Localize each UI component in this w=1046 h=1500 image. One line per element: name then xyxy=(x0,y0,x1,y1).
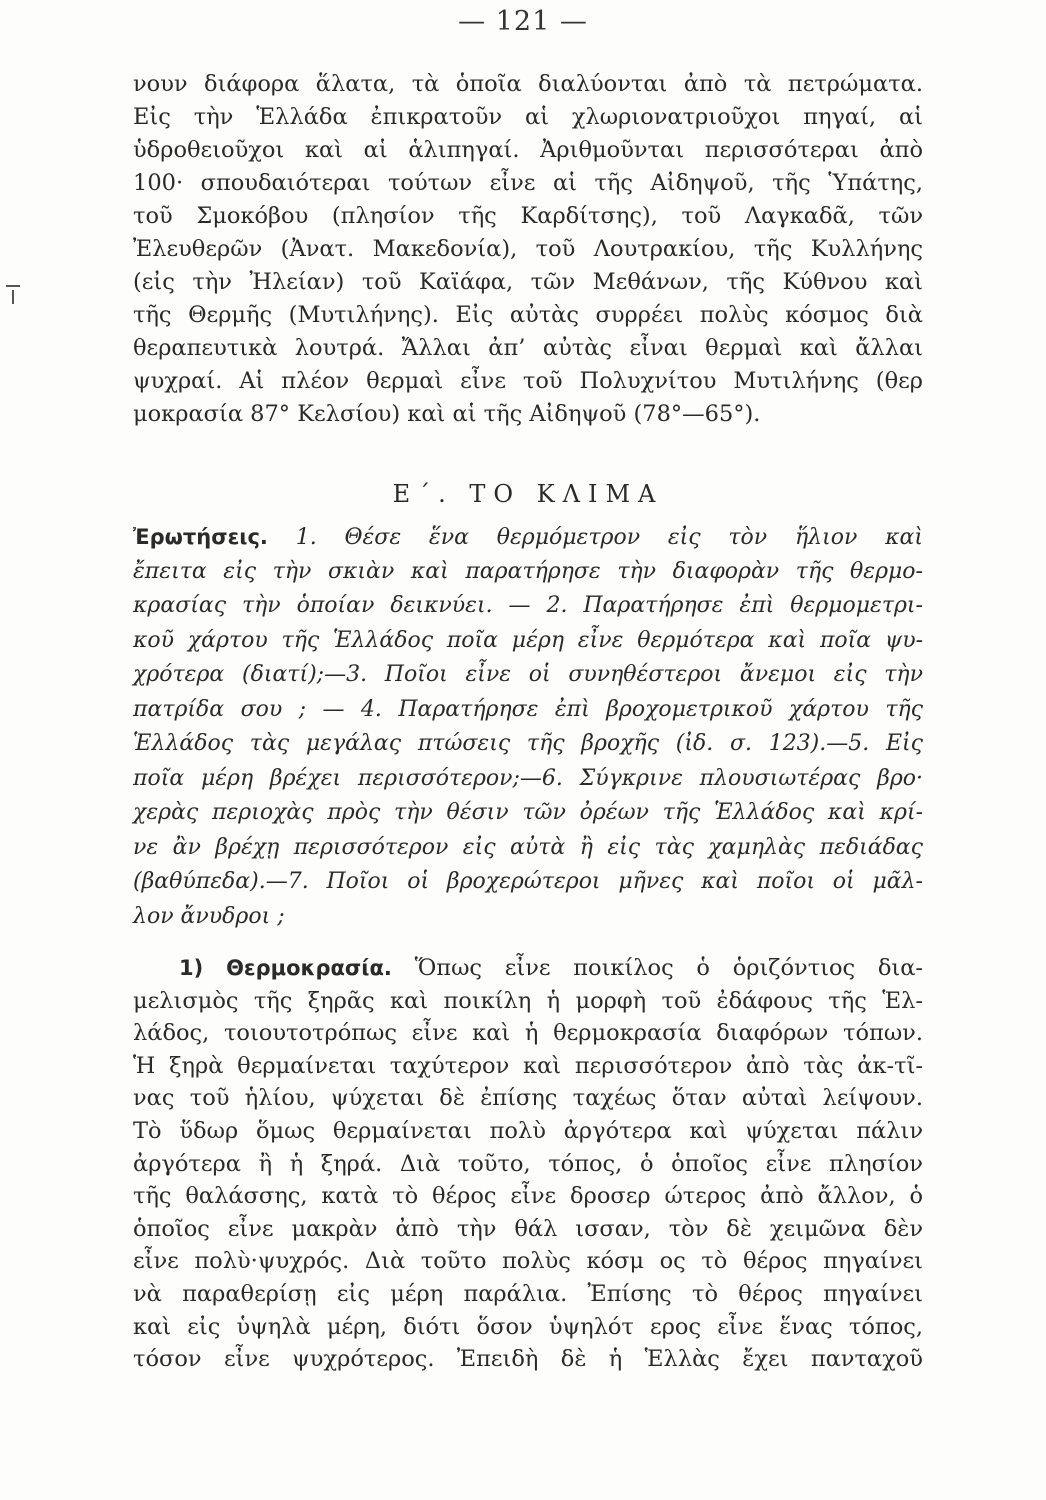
question-line: νε ἂν βρέχῃ περισσότερον εἰς αὐτὰ ἢ εἰς τὰς χαμηλὰς πεδιάδας xyxy=(133,834,923,860)
text-line: εἶνε πολὺ·ψυχρός. Διὰ τοῦτο πολὺς κόσμ ος τὸ θέρος πηγαίνει xyxy=(133,1248,923,1275)
page-number: — 121 — xyxy=(458,6,588,37)
question-line: πατρίδα σου ; — 4. Παρατήρησε ἐπὶ βροχομετρικοῦ χάρτου τῆς xyxy=(133,696,923,722)
question-line: λον ἄνυδροι ; xyxy=(133,903,285,929)
text-line: μοκρασία 87° Κελσίου) καὶ αἱ τῆς Αἰδηψοῦ (78°—65°). xyxy=(133,401,761,427)
text-line: νουν διάφορα ἅλατα, τὰ ὁποῖα διαλύονται ἀπὸ τὰ πετρώματα. xyxy=(133,71,923,97)
text-line: Τὸ ὕδωρ ὅμως θερμαίνεται πολὺ ἀργότερα καὶ ψύχεται πάλιν xyxy=(133,1117,923,1144)
paragraph-mineral-springs xyxy=(133,68,923,431)
text-line: Εἰς τὴν Ἑλλάδα ἐπικρατοῦν αἱ χλωριονατριοῦχοι πηγαί, αἱ xyxy=(133,104,923,130)
question-line: Ἑλλάδος τὰς μεγάλας πτώσεις τῆς βροχῆς (ἰδ. σ. 123).—5. Εἰς xyxy=(133,731,923,756)
questions-label: Ἐρωτήσεις. xyxy=(133,525,268,549)
text-line: νας τοῦ ἡλίου, ψύχεται δὲ ἐπίσης ταχέως ὅταν αὐταὶ λείψουν. xyxy=(133,1085,923,1112)
scan-mark xyxy=(6,285,20,287)
temperature-first-line-text: Ὅπως εἶνε ποικίλος ὁ ὁριζόντιος δια- xyxy=(391,955,924,981)
text-line: θεραπευτικὰ λουτρά. Ἄλλαι ἀπ’ αὐτὰς εἶναι θερμαὶ καὶ ἄλλαι xyxy=(133,335,923,361)
text-line: νὰ παραθερίσῃ εἰς μέρη παράλια. Ἐπίσης τὸ θέρος πηγαίνει xyxy=(133,1280,923,1307)
paragraph-temperature xyxy=(133,952,923,1376)
question-line: ποῖα μέρη βρέχει περισσότερον;—6. Σύγκρινε πλουσιωτέρας βρο· xyxy=(133,765,923,791)
text-line: τῆς Θερμῆς (Μυτιλήνης). Εἰς αὐτὰς συρρέει πολὺς κόσμος διὰ xyxy=(133,302,923,328)
question-line: (βαθύπεδα).—7. Ποῖοι οἱ βροχερώτεροι μῆνες καὶ ποῖοι οἱ μᾶλ- xyxy=(133,869,923,894)
section-heading: Ε΄. ΤΟ ΚΛΙΜΑ xyxy=(392,480,664,508)
text-line: Ἡ ξηρὰ θερμαίνεται ταχύτερον καὶ περισσότερον ἀπὸ τὰς ἀκ-τῖ- xyxy=(133,1052,923,1079)
question-line: ἔπειτα εἰς τὴν σκιὰν καὶ παρατήρησε τὴν διαφορὰν τῆς θερμο- xyxy=(133,558,923,584)
text-line: τῆς θαλάσσης, κατὰ τὸ θέρος εἶνε δροσερ ώτερος ἀπὸ ἄλλον, ὁ xyxy=(133,1183,923,1210)
text-line: μελισμὸς τῆς ξηρᾶς καὶ ποικίλη ἡ μορφὴ τοῦ ἐδάφους τῆς Ἑλ- xyxy=(133,987,923,1014)
question-line: χερὰς περιοχὰς πρὸς τὴν θέσιν τῶν ὀρέων τῆς Ἑλλάδος καὶ κρί- xyxy=(133,800,923,825)
text-line: λάδος, τοιουτοτρόπως εἶνε καὶ ἡ θερμοκρασία διαφόρων τόπων. xyxy=(133,1020,923,1047)
question-line: χρότερα (διατί);—3. Ποῖοι εἶνε οἱ συνηθέστεροι ἄνεμοι εἰς τὴν xyxy=(133,662,923,687)
text-line: ἀργότερα ἢ ἡ ξηρά. Διὰ τοῦτο, τόπος, ὁ ὁποῖος εἶνε πλησίον xyxy=(133,1150,923,1177)
text-line: ὑδροθειοῦχοι καὶ αἱ ἁλιπηγαί. Ἀριθμοῦνται περισσότεραι ἀπὸ xyxy=(133,137,923,163)
text-line: ψυχραί. Αἱ πλέον θερμαὶ εἶνε τοῦ Πολυχνίτου Μυτιλήνης (θερ xyxy=(133,368,923,394)
text-line: τόσον εἶνε ψυχρότερος. Ἐπειδὴ δὲ ἡ Ἑλλὰς ἔχει πανταχοῦ xyxy=(133,1346,923,1373)
text-line: Ἐλευθερῶν (Ἀνατ. Μακεδονία), τοῦ Λουτρακίου, τῆς Κυλλήνης xyxy=(133,236,923,262)
questions-first-line-text: 1. Θέσε ἕνα θερμόμετρον εἰς τὸν ἥλιον καὶ xyxy=(267,525,923,550)
questions-block xyxy=(133,520,923,934)
questions-first-line xyxy=(133,520,923,555)
temperature-first-line xyxy=(133,952,923,985)
text-line: τοῦ Σμοκόβου (πλησίον τῆς Καρδίτσης), τοῦ Λαγκαδᾶ, τῶν xyxy=(133,203,923,229)
scan-mark xyxy=(12,290,14,304)
text-line: (εἰς τὴν Ἠλείαν) τοῦ Καϊάφα, τῶν Μεθάνων, τῆς Κύθνου καὶ xyxy=(133,269,923,295)
temperature-label: 1) Θερμοκρασία. xyxy=(179,956,392,980)
question-line: κοῦ χάρτου τῆς Ἑλλάδος ποῖα μέρη εἶνε θερμότερα καὶ ποῖα ψυ- xyxy=(133,627,923,653)
question-line: κρασίας τὴν ὁποίαν δεικνύει. — 2. Παρατήρησε ἐπὶ θερμομετρι- xyxy=(133,593,923,618)
text-line: ὁποῖος εἶνε μακρὰν ἀπὸ τὴν θάλ ισσαν, τὸν δὲ χειμῶνα δὲν xyxy=(133,1215,923,1242)
section-heading-block xyxy=(133,478,923,511)
text-line: καὶ εἰς ὑψηλὰ μέρη, διότι ὅσον ὑψηλότ ερος εἶνε ἕνας τόπος, xyxy=(133,1313,923,1340)
text-line: 100· σπουδαιότεραι τούτων εἶνε αἱ τῆς Αἰδηψοῦ, τῆς Ὑπάτης, xyxy=(133,170,923,196)
